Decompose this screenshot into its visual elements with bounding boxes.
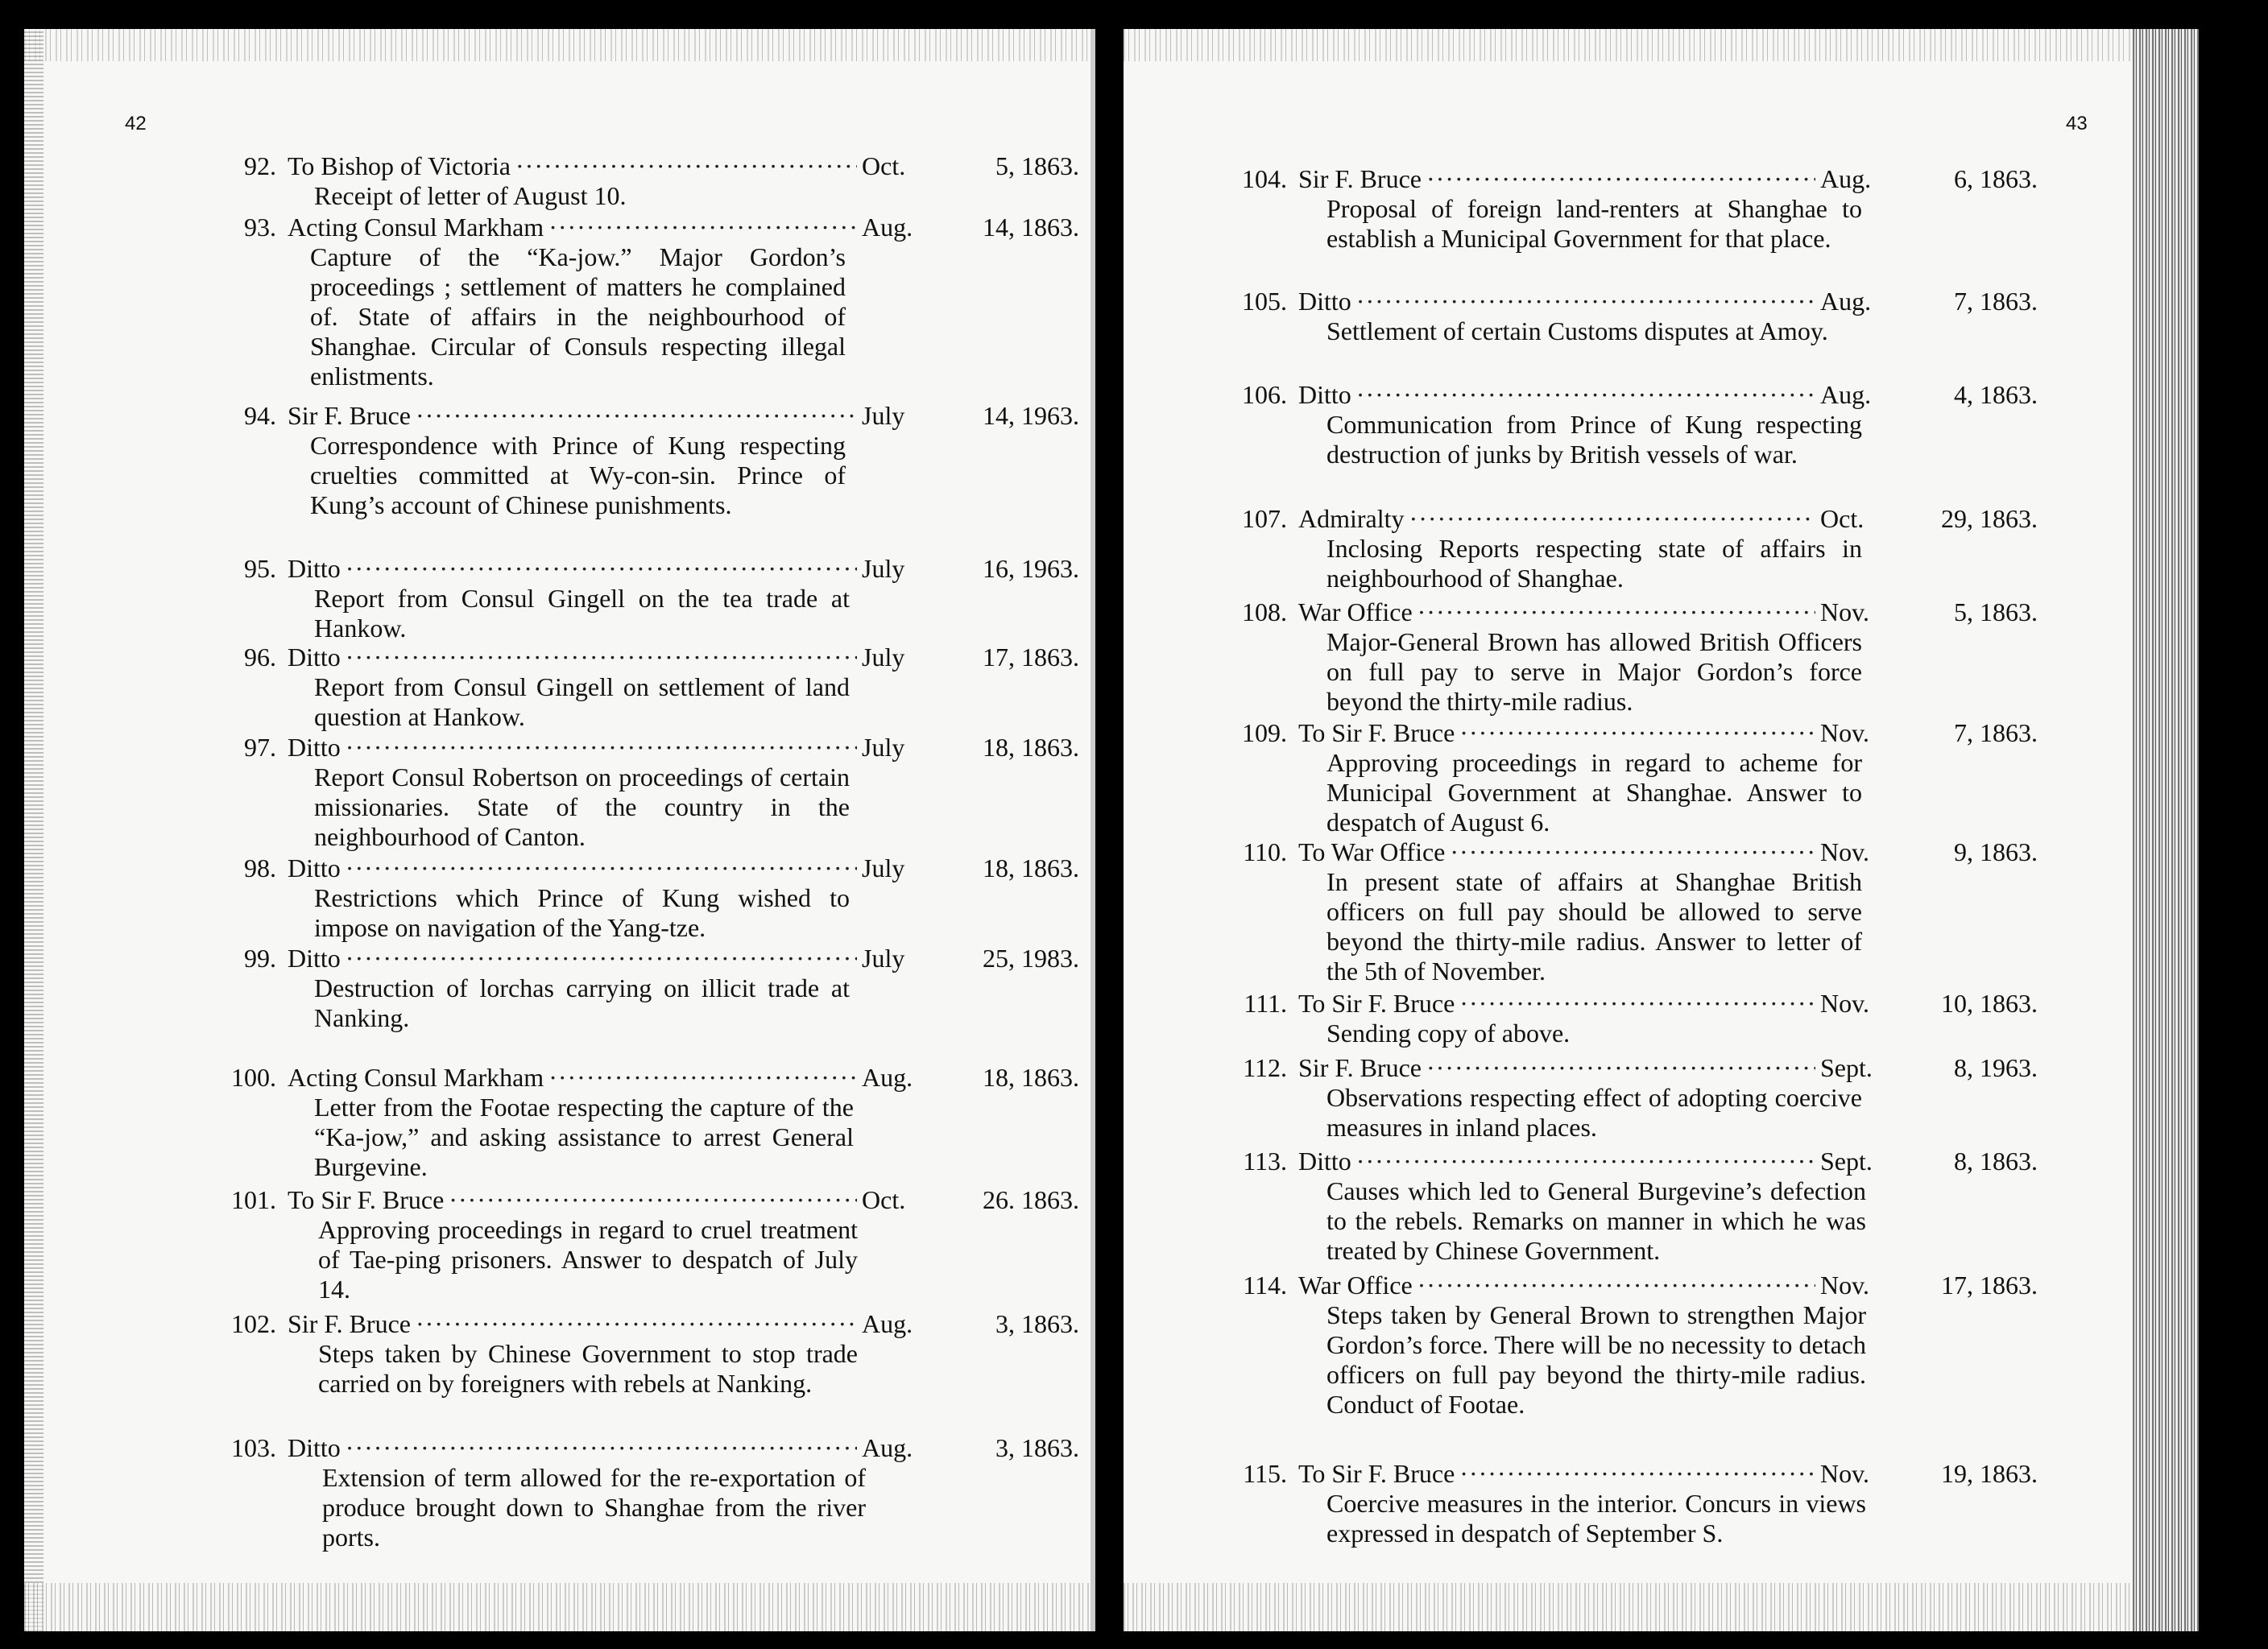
entry-addressee: Ditto xyxy=(288,944,341,973)
entry-month: Nov. xyxy=(1820,989,1870,1018)
entry-description: Proposal of foreign land-renters at Shanghae to establish a Municipal Government for that place. xyxy=(1326,194,1862,253)
entry-month: July xyxy=(862,733,905,762)
entry-number: 110. xyxy=(1243,837,1287,866)
leader-dots xyxy=(346,733,857,763)
leader-dots xyxy=(1356,380,1815,410)
entry-number: 105. xyxy=(1242,287,1287,316)
entry-description: Steps taken by General Brown to strengthen Major Gordon’s force. There will be no necessity to detach officers on full pay beyond the thirty-mile radius. Conduct of Footae. xyxy=(1326,1300,1866,1419)
entry-month: Sept. xyxy=(1820,1053,1873,1082)
entry-date: 7, 1863. xyxy=(1954,718,2038,747)
entry-month: Nov. xyxy=(1820,1271,1870,1300)
entry xyxy=(173,1309,1079,1399)
entry-addressee: Acting Consul Markham xyxy=(288,1063,544,1092)
entry-description: Causes which led to General Burgevine’s defection to the rebels. Remarks on manner in which he was treated by Chinese Government. xyxy=(1326,1176,1866,1265)
entry-date: 3, 1863. xyxy=(995,1433,1079,1462)
entry-addressee: Ditto xyxy=(288,1433,341,1462)
entry-date: 7, 1863. xyxy=(1954,287,2038,316)
page-edge-noise xyxy=(1124,1583,2199,1631)
entry-number: 107. xyxy=(1242,504,1287,533)
entry-description: Report from Consul Gingell on settlement of land question at Hankow. xyxy=(314,672,850,731)
entry-number: 92. xyxy=(244,151,276,180)
page-edge-noise xyxy=(24,29,1091,61)
leader-dots xyxy=(1356,287,1815,316)
entry-month: Sept. xyxy=(1820,1147,1873,1176)
entry-addressee: Sir F. Bruce xyxy=(1298,164,1422,193)
entry-date: 16, 1963. xyxy=(983,554,1079,583)
entry xyxy=(1200,837,2038,986)
leader-dots xyxy=(346,853,857,883)
entry-number: 97. xyxy=(244,733,276,762)
entry-addressee: Ditto xyxy=(288,733,341,762)
entry-description: Inclosing Reports respecting state of affairs in neighbourhood of Shanghae. xyxy=(1326,534,1862,593)
entry-description: Letter from the Footae respecting the capture of the “Ka-jow,” and asking assistance to arrest General Burgevine. xyxy=(314,1093,854,1181)
entry-date: 18, 1863. xyxy=(983,733,1079,762)
entry-number: 114. xyxy=(1243,1271,1287,1300)
entry-number: 109. xyxy=(1242,718,1287,747)
entry-addressee: To War Office xyxy=(1298,837,1446,866)
entry-number: 93. xyxy=(244,213,276,242)
entry xyxy=(1200,1147,2038,1266)
entry-description: Restrictions which Prince of Kung wished to impose on navigation of the Yang-tze. xyxy=(314,883,850,942)
entry-date: 18, 1863. xyxy=(983,1063,1079,1092)
leader-dots xyxy=(1459,1459,1815,1489)
entry-addressee: To Bishop of Victoria xyxy=(288,151,511,180)
page-stack-edge xyxy=(2133,29,2199,1631)
entry-addressee: Acting Consul Markham xyxy=(288,213,544,242)
entry-number: 106. xyxy=(1242,380,1287,409)
entry-month: Aug. xyxy=(1820,287,1872,316)
entry xyxy=(1200,504,2038,593)
leader-dots xyxy=(1418,1271,1815,1300)
entry-date: 14, 1863. xyxy=(983,213,1079,242)
entry-addressee: Ditto xyxy=(288,853,341,882)
entry-month: July xyxy=(862,554,905,583)
entry-date: 19, 1863. xyxy=(1941,1459,2038,1488)
entry xyxy=(1200,989,2038,1048)
entry-number: 99. xyxy=(244,944,276,973)
entry-date: 10, 1863. xyxy=(1941,989,2038,1018)
entry-month: Aug. xyxy=(1820,380,1872,409)
page-number: 42 xyxy=(125,113,147,134)
entry-month: Nov. xyxy=(1820,597,1870,626)
leader-dots xyxy=(1409,504,1815,534)
entry-number: 94. xyxy=(244,401,276,430)
entry-addressee: Ditto xyxy=(1298,287,1351,316)
right-page xyxy=(1124,29,2199,1631)
entry-date: 5, 1863. xyxy=(1954,597,2038,626)
entry-date: 4, 1863. xyxy=(1954,380,2038,409)
entry-description: Communication from Prince of Kung respecting destruction of junks by British vessels of war. xyxy=(1326,410,1862,469)
entry xyxy=(1200,164,2038,254)
leader-dots xyxy=(515,151,857,181)
entry-month: Nov. xyxy=(1820,837,1870,866)
entry-date: 18, 1863. xyxy=(983,853,1079,882)
entry-addressee: Sir F. Bruce xyxy=(288,1309,411,1338)
entry xyxy=(173,213,1079,391)
leader-dots xyxy=(1426,1053,1815,1083)
entry xyxy=(1200,380,2038,469)
entry-date: 14, 1963. xyxy=(983,401,1079,430)
entry-number: 101. xyxy=(231,1185,276,1214)
entry-addressee: To Sir F. Bruce xyxy=(1298,1459,1455,1488)
entry-number: 113. xyxy=(1243,1147,1287,1176)
entry-number: 103. xyxy=(231,1433,276,1462)
entry-date: 9, 1863. xyxy=(1954,837,2038,866)
entry-month: July xyxy=(862,944,905,973)
entry-date: 26. 1863. xyxy=(983,1185,1079,1214)
entry-description: Settlement of certain Customs disputes at Amoy. xyxy=(1326,316,1828,345)
entry xyxy=(1200,597,2038,717)
entry-date: 5, 1863. xyxy=(995,151,1079,180)
entry xyxy=(1200,287,2038,346)
entry-number: 100. xyxy=(231,1063,276,1092)
entry-description: Extension of term allowed for the re-exportation of produce brought down to Shanghae from the river ports. xyxy=(322,1463,866,1552)
entry-number: 96. xyxy=(244,643,276,672)
entry xyxy=(173,151,1079,211)
entry-description: Report Consul Robertson on proceedings of certain missionaries. State of the country in the neighbourhood of Canton. xyxy=(314,763,850,851)
leader-dots xyxy=(1418,597,1815,627)
leader-dots xyxy=(416,401,857,431)
entry-description: Report from Consul Gingell on the tea trade at Hankow. xyxy=(314,584,850,643)
entry-description: Correspondence with Prince of Kung respecting cruelties committed at Wy-con-sin. Prince of Kung’s account of Chinese punishments. xyxy=(310,431,846,519)
entry-date: 25, 1983. xyxy=(983,944,1079,973)
entry-description: Observations respecting effect of adopting coercive measures in inland places. xyxy=(1326,1083,1862,1142)
leader-dots xyxy=(548,213,857,242)
entry-date: 29, 1863. xyxy=(1941,504,2038,533)
entry xyxy=(173,554,1079,643)
entry xyxy=(173,1063,1079,1182)
entry xyxy=(173,1185,1079,1304)
entry-month: Nov. xyxy=(1820,1459,1870,1488)
page-number: 43 xyxy=(2066,113,2088,134)
page-edge-noise xyxy=(24,29,43,1631)
entry-month: Oct. xyxy=(1820,504,1864,533)
entry-date: 8, 1963. xyxy=(1954,1053,2038,1082)
entry-month: July xyxy=(862,853,905,882)
entry-description: Major-General Brown has allowed British Officers on full pay to serve in Major Gordon’s force beyond the thirty-mile radius. xyxy=(1326,627,1862,716)
entry-addressee: To Sir F. Bruce xyxy=(1298,718,1455,747)
entry xyxy=(173,401,1079,520)
entry-addressee: War Office xyxy=(1298,1271,1413,1300)
entry-number: 98. xyxy=(244,853,276,882)
entry-number: 108. xyxy=(1242,597,1287,626)
entry-description: Destruction of lorchas carrying on illicit trade at Nanking. xyxy=(314,973,850,1032)
leader-dots xyxy=(346,554,857,584)
entry-month: Aug. xyxy=(862,1309,913,1338)
entry-month: Aug. xyxy=(862,1433,913,1462)
entry xyxy=(173,733,1079,852)
entry-addressee: Sir F. Bruce xyxy=(288,401,411,430)
entry-description: Coercive measures in the interior. Concurs in views expressed in despatch of September S. xyxy=(1326,1489,1866,1548)
entry-number: 102. xyxy=(231,1309,276,1338)
page-edge-noise xyxy=(1124,29,2199,61)
page-edge-noise xyxy=(24,1583,1091,1631)
entry-number: 95. xyxy=(244,554,276,583)
entry xyxy=(173,944,1079,1033)
entry-addressee: Ditto xyxy=(288,554,341,583)
entry-month: Oct. xyxy=(862,1185,906,1214)
entry-number: 111. xyxy=(1244,989,1287,1018)
entry-date: 6, 1863. xyxy=(1954,164,2038,193)
leader-dots xyxy=(449,1185,857,1215)
entry xyxy=(1200,1459,2038,1548)
entry xyxy=(1200,718,2038,837)
leader-dots xyxy=(1459,989,1815,1019)
leader-dots xyxy=(1459,718,1815,748)
leader-dots xyxy=(346,643,857,672)
entry-addressee: Ditto xyxy=(1298,1147,1351,1176)
entry-date: 3, 1863. xyxy=(995,1309,1079,1338)
entry-description: Sending copy of above. xyxy=(1326,1019,1571,1048)
entry-month: Nov. xyxy=(1820,718,1870,747)
entry-addressee: Admiralty xyxy=(1298,504,1405,533)
leader-dots xyxy=(346,1433,857,1463)
entry-date: 17, 1863. xyxy=(1941,1271,2038,1300)
entry-addressee: Ditto xyxy=(288,643,341,672)
entry xyxy=(1200,1271,2038,1420)
entry xyxy=(1200,1053,2038,1143)
leader-dots xyxy=(1356,1147,1815,1176)
entry-description: Receipt of letter of August 10. xyxy=(314,181,627,210)
entry-description: Steps taken by Chinese Government to stop trade carried on by foreigners with rebels at Nanking. xyxy=(318,1339,858,1398)
leader-dots xyxy=(416,1309,857,1339)
leader-dots xyxy=(346,944,857,973)
entry-month: Aug. xyxy=(862,1063,913,1092)
entry-month: Aug. xyxy=(862,213,913,242)
entry-month: Oct. xyxy=(862,151,906,180)
entry-number: 115. xyxy=(1243,1459,1287,1488)
entry-number: 104. xyxy=(1242,164,1287,193)
entry xyxy=(173,643,1079,732)
entry-month: July xyxy=(862,401,905,430)
entry-description: Capture of the “Ka-jow.” Major Gordon’s proceedings ; settlement of matters he complained of. State of affairs in the neighbourhood of Shanghae. Circular of Consuls respecting illegal enlistments. xyxy=(310,242,846,391)
entry-description: Approving proceedings in regard to acheme for Municipal Government at Shanghae. Answer to despatch of August 6. xyxy=(1326,748,1862,837)
entry-addressee: Sir F. Bruce xyxy=(1298,1053,1422,1082)
entry xyxy=(173,853,1079,943)
leader-dots xyxy=(1426,164,1815,194)
leader-dots xyxy=(1450,837,1815,867)
entry-number: 112. xyxy=(1243,1053,1287,1082)
entry-description: In present state of affairs at Shanghae British officers on full pay should be allowed to serve beyond the thirty-mile radius. Answer to letter of the 5th of November. xyxy=(1326,867,1862,986)
left-page xyxy=(24,29,1095,1631)
entry-date: 17, 1863. xyxy=(983,643,1079,672)
entry-month: Aug. xyxy=(1820,164,1872,193)
entry-date: 8, 1863. xyxy=(1954,1147,2038,1176)
entry-month: July xyxy=(862,643,905,672)
entry-addressee: Ditto xyxy=(1298,380,1351,409)
leader-dots xyxy=(548,1063,857,1093)
entry-description: Approving proceedings in regard to cruel treatment of Tae-ping prisoners. Answer to despatch of July 14. xyxy=(318,1215,858,1304)
entry xyxy=(173,1433,1079,1552)
entry-addressee: To Sir F. Bruce xyxy=(288,1185,445,1214)
entry-addressee: To Sir F. Bruce xyxy=(1298,989,1455,1018)
entry-addressee: War Office xyxy=(1298,597,1413,626)
book-spine xyxy=(1095,0,1124,1649)
